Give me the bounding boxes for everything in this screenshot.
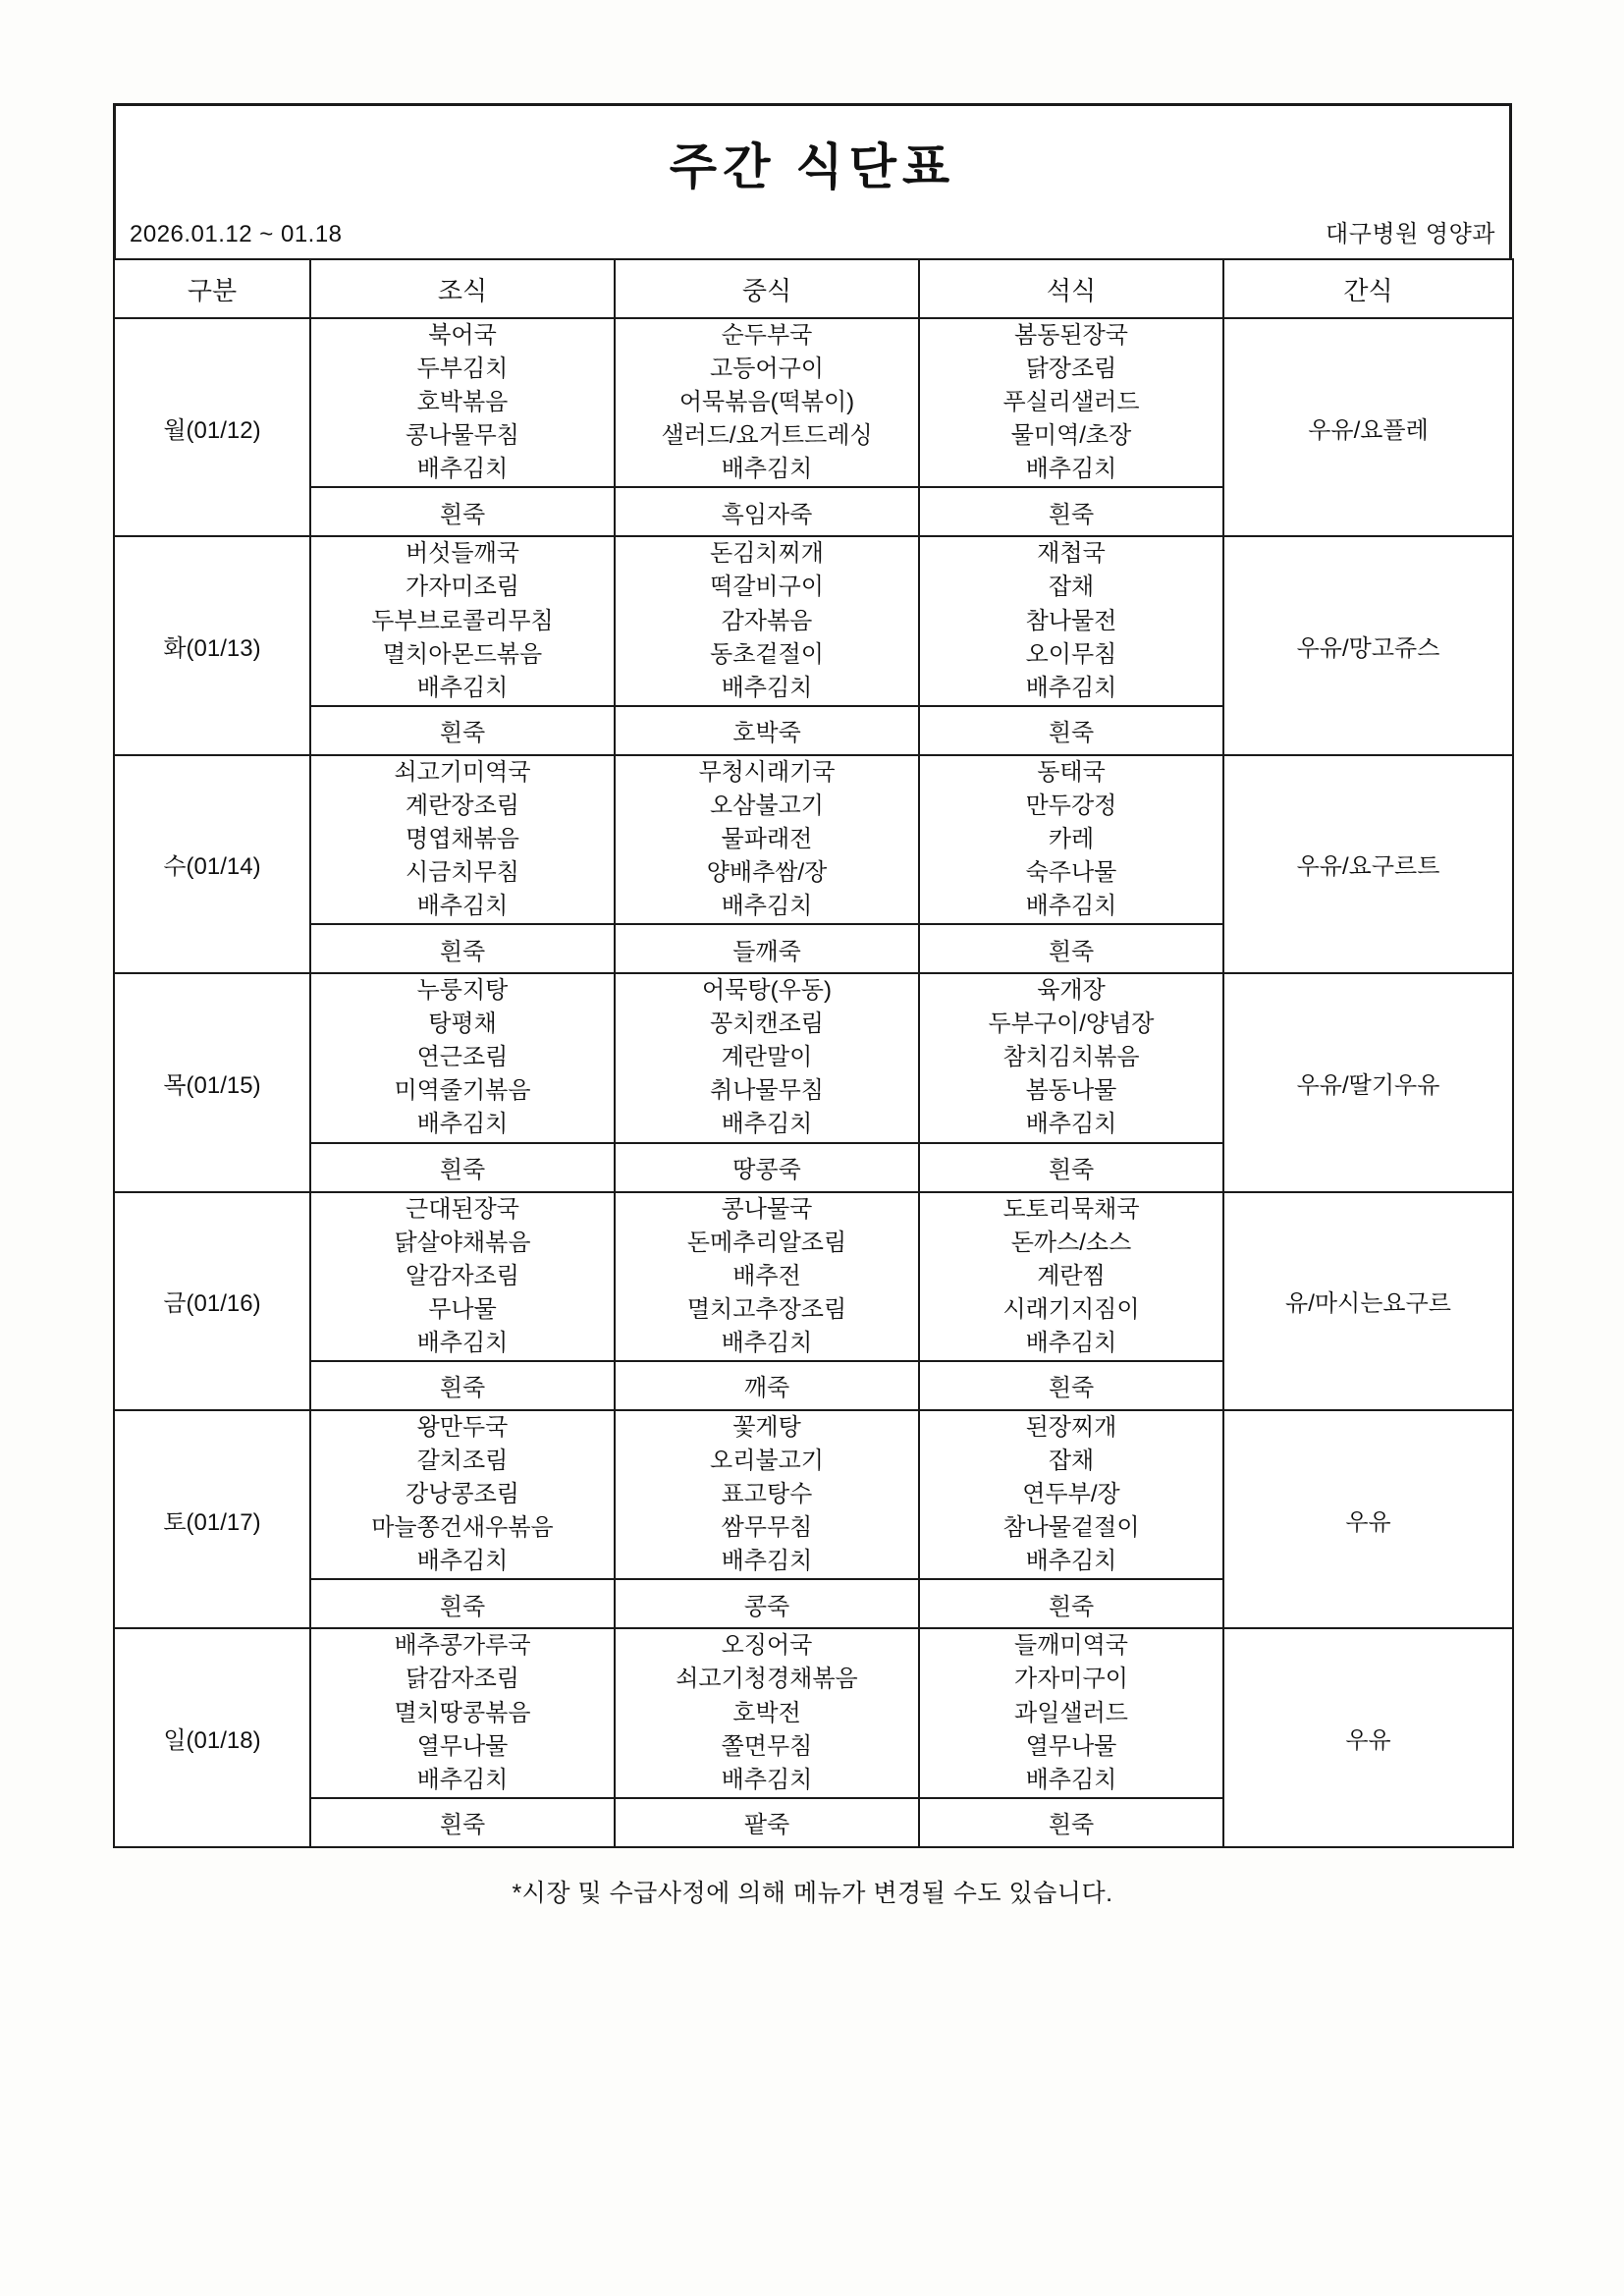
dish-item: 봄동된장국 <box>1014 322 1128 349</box>
lunch-dishes <box>615 318 919 487</box>
dish-item: 재첩국 <box>1037 540 1106 568</box>
table-row <box>114 1410 1513 1579</box>
breakfast-dishes <box>310 973 615 1142</box>
weekly-menu-table <box>113 258 1514 1848</box>
day-label: 금(01/16) <box>114 1192 310 1410</box>
dish-item: 된장찌개 <box>1025 1413 1117 1441</box>
dish-item: 쌈무무침 <box>721 1514 813 1542</box>
dish-item: 배추김치 <box>416 674 509 701</box>
dinner-dishes <box>919 1410 1223 1579</box>
dish-item: 참나물전 <box>1025 607 1117 634</box>
porridge-item: 깨죽 <box>615 1361 919 1410</box>
column-header-lunch: 중식 <box>615 259 919 318</box>
porridge-item: 흰죽 <box>310 924 615 973</box>
dish-item: 배추김치 <box>416 893 509 920</box>
dish-item: 오리불고기 <box>710 1448 824 1475</box>
dish-item: 배추김치 <box>416 1329 509 1356</box>
table-row <box>114 755 1513 924</box>
dish-item: 왕만두국 <box>416 1413 509 1441</box>
snack-cell: 우유 <box>1223 1410 1513 1628</box>
breakfast-dishes <box>310 755 615 924</box>
dish-item: 배추김치 <box>416 1111 509 1138</box>
table-row <box>114 536 1513 705</box>
dish-item: 무나물 <box>428 1295 497 1323</box>
dish-item: 참나물겉절이 <box>1002 1514 1140 1542</box>
lunch-dishes <box>615 536 919 705</box>
porridge-item: 흰죽 <box>310 1143 615 1192</box>
dish-item: 북어국 <box>428 322 497 349</box>
breakfast-dishes <box>310 318 615 487</box>
dish-item: 멸치땅콩볶음 <box>394 1699 531 1726</box>
dish-item: 무청시래기국 <box>698 758 836 786</box>
dish-item: 오징어국 <box>721 1632 813 1660</box>
dish-item: 카레 <box>1048 825 1095 852</box>
porridge-item: 팥죽 <box>615 1798 919 1847</box>
dish-item: 연근조림 <box>416 1044 509 1071</box>
dish-item: 미역줄기볶음 <box>394 1077 531 1105</box>
porridge-item: 콩죽 <box>615 1579 919 1628</box>
porridge-item: 흑임자죽 <box>615 487 919 536</box>
dinner-dishes <box>919 536 1223 705</box>
dish-item: 배추김치 <box>721 1329 813 1356</box>
porridge-item: 흰죽 <box>919 487 1223 536</box>
porridge-item: 흰죽 <box>310 1579 615 1628</box>
porridge-item: 들깨죽 <box>615 924 919 973</box>
column-header-breakfast: 조식 <box>310 259 615 318</box>
lunch-dishes <box>615 1628 919 1797</box>
day-label: 토(01/17) <box>114 1410 310 1628</box>
porridge-item: 흰죽 <box>310 1798 615 1847</box>
dish-item: 동태국 <box>1037 758 1106 786</box>
porridge-item: 흰죽 <box>310 487 615 536</box>
dish-item: 육개장 <box>1037 977 1106 1005</box>
dish-item: 배추김치 <box>721 456 813 483</box>
dish-item: 배추김치 <box>416 1766 509 1793</box>
breakfast-dishes <box>310 1410 615 1579</box>
dish-item: 두부구이/양념장 <box>988 1011 1155 1038</box>
breakfast-dishes <box>310 1192 615 1361</box>
dish-item: 만두강정 <box>1025 792 1117 819</box>
dish-item: 탕평채 <box>428 1011 497 1038</box>
dish-item: 호박볶음 <box>416 389 509 416</box>
dish-item: 두부브로콜리무침 <box>371 607 554 634</box>
dish-item: 버섯들깨국 <box>406 540 519 568</box>
snack-cell: 우유/망고쥬스 <box>1223 536 1513 754</box>
dish-item: 샐러드/요거트드레싱 <box>661 422 873 450</box>
menu-sheet <box>113 103 1512 1909</box>
table-row <box>114 1628 1513 1797</box>
lunch-dishes <box>615 755 919 924</box>
dish-item: 쇠고기미역국 <box>394 758 531 786</box>
dinner-dishes <box>919 755 1223 924</box>
table-row <box>114 318 1513 487</box>
porridge-item: 흰죽 <box>919 706 1223 755</box>
column-header-day: 구분 <box>114 259 310 318</box>
porridge-item: 흰죽 <box>310 706 615 755</box>
dish-item: 물파래전 <box>721 825 813 852</box>
porridge-item: 흰죽 <box>919 1361 1223 1410</box>
dish-item: 양배추쌈/장 <box>706 859 828 887</box>
dish-item: 떡갈비구이 <box>710 574 824 601</box>
table-header-row <box>114 259 1513 318</box>
dish-item: 알감자조림 <box>406 1262 519 1289</box>
porridge-item: 흰죽 <box>919 924 1223 973</box>
snack-cell: 유/마시는요구르 <box>1223 1192 1513 1410</box>
dish-item: 닭감자조림 <box>406 1666 519 1693</box>
dish-item: 어묵탕(우동) <box>702 977 832 1005</box>
dish-item: 쇠고기청경채볶음 <box>676 1666 858 1693</box>
dish-item: 닭장조림 <box>1025 355 1117 383</box>
dish-item: 시래기지짐이 <box>1002 1295 1140 1323</box>
dinner-dishes <box>919 1192 1223 1361</box>
dinner-dishes <box>919 973 1223 1142</box>
dish-item: 배추김치 <box>416 1548 509 1575</box>
dish-item: 배추전 <box>732 1262 801 1289</box>
dish-item: 열무나물 <box>1025 1732 1117 1760</box>
day-label: 목(01/15) <box>114 973 310 1191</box>
dish-item: 배추김치 <box>721 1111 813 1138</box>
dish-item: 두부김치 <box>416 355 509 383</box>
lunch-dishes <box>615 1192 919 1361</box>
dish-item: 배추김치 <box>721 674 813 701</box>
snack-cell: 우유/요플레 <box>1223 318 1513 536</box>
dinner-dishes <box>919 1628 1223 1797</box>
dish-item: 계란말이 <box>721 1044 813 1071</box>
dish-item: 닭살야채볶음 <box>394 1229 531 1256</box>
dish-item: 계란찜 <box>1037 1262 1106 1289</box>
dish-item: 콩나물국 <box>721 1195 813 1223</box>
dish-item: 배추김치 <box>1025 1766 1117 1793</box>
dish-item: 돈까스/소스 <box>1010 1229 1132 1256</box>
dish-item: 근대된장국 <box>406 1195 519 1223</box>
title-row <box>116 106 1509 208</box>
dish-item: 배추김치 <box>721 893 813 920</box>
dish-item: 도토리묵채국 <box>1002 1195 1140 1223</box>
dish-item: 명엽채볶음 <box>406 825 519 852</box>
period-label: 2026.01.12 ~ 01.18 <box>130 221 343 247</box>
day-label: 일(01/18) <box>114 1628 310 1846</box>
snack-cell: 우유/딸기우유 <box>1223 973 1513 1191</box>
dish-item: 배추김치 <box>416 456 509 483</box>
dish-item: 꽁치캔조림 <box>710 1011 824 1038</box>
day-label: 화(01/13) <box>114 536 310 754</box>
breakfast-dishes <box>310 1628 615 1797</box>
breakfast-dishes <box>310 536 615 705</box>
day-label: 수(01/14) <box>114 755 310 973</box>
dish-item: 멸치아몬드볶음 <box>382 640 543 668</box>
dish-item: 숙주나물 <box>1025 859 1117 887</box>
dish-item: 마늘쫑건새우볶음 <box>371 1514 554 1542</box>
dish-item: 감자볶음 <box>721 607 813 634</box>
dish-item: 봄동나물 <box>1025 1077 1117 1105</box>
dish-item: 강낭콩조림 <box>406 1481 519 1508</box>
table-row <box>114 1192 1513 1361</box>
porridge-item: 흰죽 <box>919 1143 1223 1192</box>
dish-item: 배추김치 <box>721 1766 813 1793</box>
dish-item: 오이무침 <box>1025 640 1117 668</box>
dish-item: 계란장조림 <box>406 792 519 819</box>
dish-item: 시금치무침 <box>406 859 519 887</box>
dinner-dishes <box>919 318 1223 487</box>
dish-item: 배추김치 <box>1025 1111 1117 1138</box>
dish-item: 연두부/장 <box>1022 1481 1120 1508</box>
dish-item: 호박전 <box>732 1699 801 1726</box>
dish-item: 취나물무침 <box>710 1077 824 1105</box>
snack-cell: 우유 <box>1223 1628 1513 1846</box>
porridge-item: 흰죽 <box>919 1798 1223 1847</box>
dish-item: 배추김치 <box>1025 456 1117 483</box>
porridge-item: 호박죽 <box>615 706 919 755</box>
dish-item: 순두부국 <box>721 322 813 349</box>
dish-item: 잡채 <box>1048 574 1095 601</box>
dish-item: 갈치조림 <box>416 1448 509 1475</box>
dish-item: 돈김치찌개 <box>710 540 824 568</box>
lunch-dishes <box>615 1410 919 1579</box>
dish-item: 가자미구이 <box>1014 1666 1128 1693</box>
dish-item: 배추김치 <box>1025 1548 1117 1575</box>
lunch-dishes <box>615 973 919 1142</box>
day-label: 월(01/12) <box>114 318 310 536</box>
dish-item: 누룽지탕 <box>416 977 509 1005</box>
dish-item: 표고탕수 <box>721 1481 813 1508</box>
page-title: 주간 식단표 <box>669 139 956 194</box>
dish-item: 꽃게탕 <box>732 1413 801 1441</box>
dish-item: 멸치고추장조림 <box>686 1295 847 1323</box>
dish-item: 참치김치볶음 <box>1002 1044 1140 1071</box>
snack-cell: 우유/요구르트 <box>1223 755 1513 973</box>
dish-item: 과일샐러드 <box>1014 1699 1128 1726</box>
header-box <box>113 103 1512 258</box>
dish-item: 물미역/초장 <box>1010 422 1132 450</box>
dish-item: 쫄면무침 <box>721 1732 813 1760</box>
dish-item: 들깨미역국 <box>1014 1632 1128 1660</box>
porridge-item: 흰죽 <box>310 1361 615 1410</box>
department-label: 대구병원 영양과 <box>1326 221 1495 247</box>
porridge-item: 흰죽 <box>919 1579 1223 1628</box>
dish-item: 배추김치 <box>721 1548 813 1575</box>
footnote: *시장 및 수급사정에 의해 메뉴가 변경될 수도 있습니다. <box>512 1879 1113 1907</box>
dish-item: 배추콩가루국 <box>394 1632 531 1660</box>
dish-item: 잡채 <box>1048 1448 1095 1475</box>
meta-row <box>116 208 1509 258</box>
dish-item: 돈메추리알조림 <box>686 1229 847 1256</box>
dish-item: 푸실리샐러드 <box>1002 389 1140 416</box>
dish-item: 배추김치 <box>1025 674 1117 701</box>
dish-item: 배추김치 <box>1025 893 1117 920</box>
porridge-item: 땅콩죽 <box>615 1143 919 1192</box>
table-row <box>114 973 1513 1142</box>
dish-item: 어묵볶음(떡볶이) <box>678 389 855 416</box>
dish-item: 열무나물 <box>416 1732 509 1760</box>
dish-item: 가자미조림 <box>406 574 519 601</box>
dish-item: 동초겉절이 <box>710 640 824 668</box>
dish-item: 콩나물무침 <box>406 422 519 450</box>
column-header-snack: 간식 <box>1223 259 1513 318</box>
column-header-dinner: 석식 <box>919 259 1223 318</box>
dish-item: 오삼불고기 <box>710 792 824 819</box>
dish-item: 고등어구이 <box>710 355 824 383</box>
dish-item: 배추김치 <box>1025 1329 1117 1356</box>
